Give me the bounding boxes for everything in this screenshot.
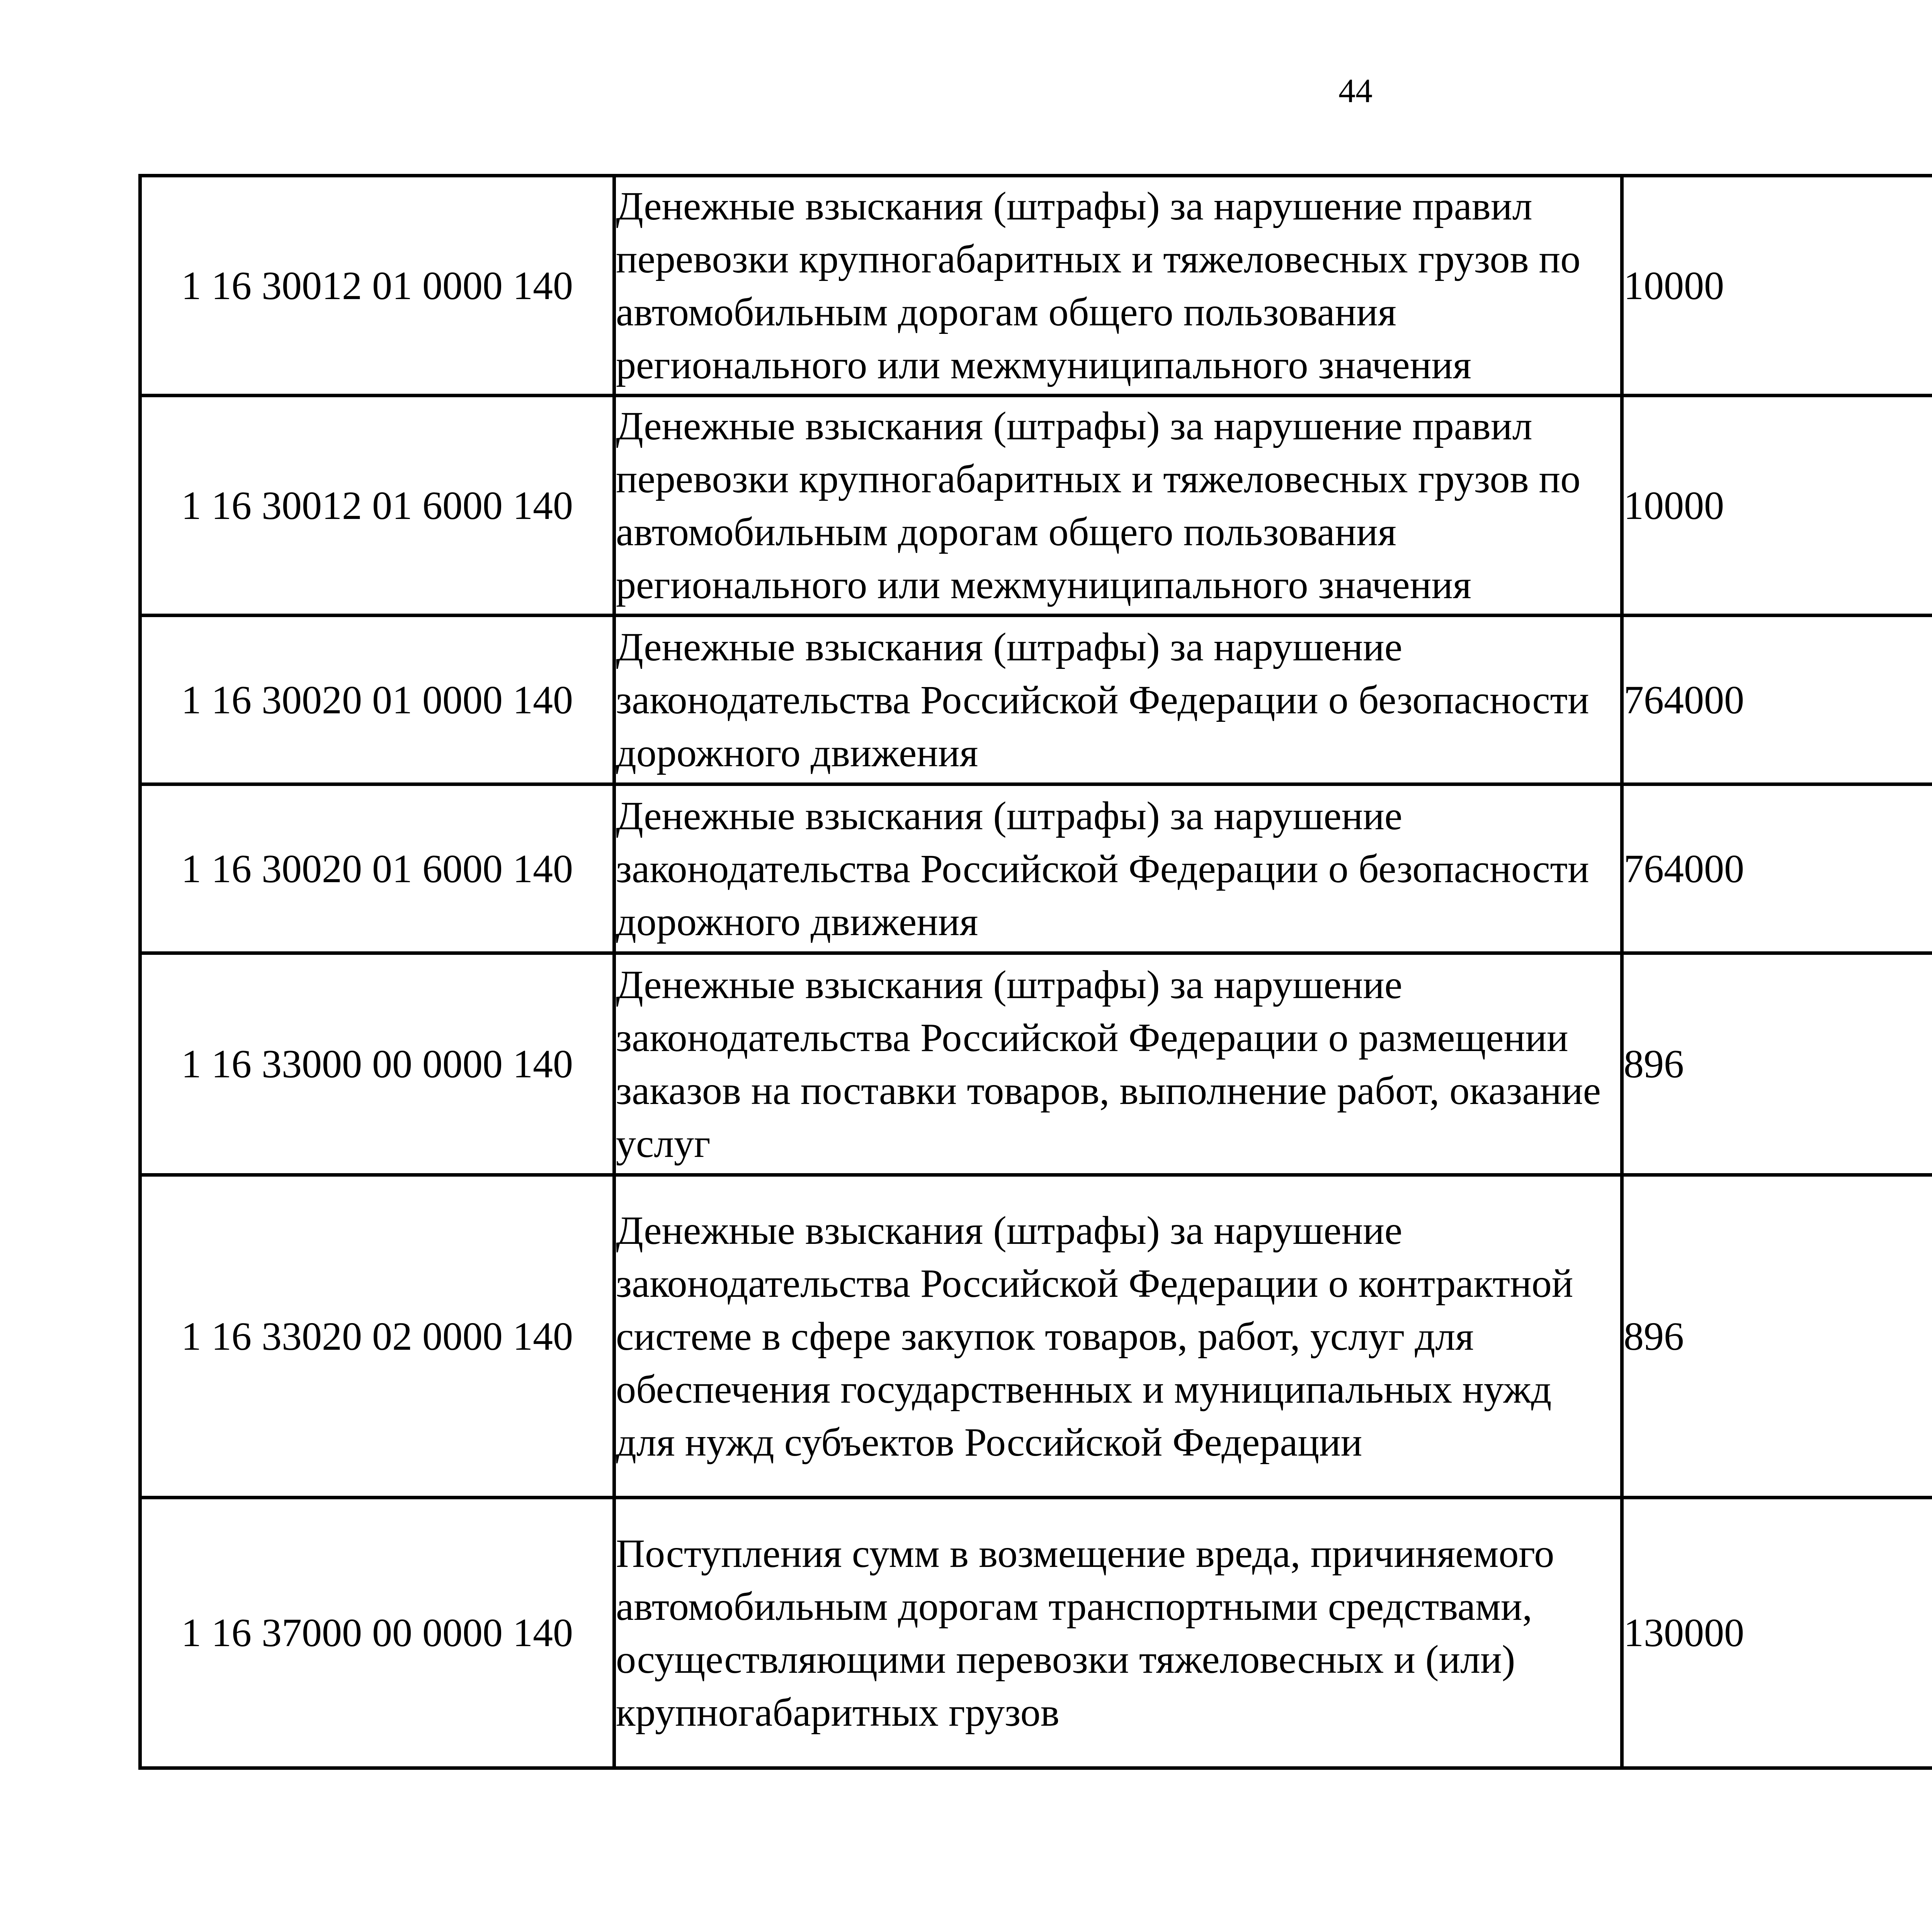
table-row: [140, 396, 1932, 616]
revenue-description: Денежные взыскания (штрафы) за нарушение правил перевозки крупногабаритных и тяжеловесных грузов по автомобильным дорогам общего пользования регионального или межмуниципального значения: [614, 396, 1622, 616]
budget-code: 1 16 37000 00 0000 140: [140, 1498, 614, 1768]
revenue-description: Денежные взыскания (штрафы) за нарушение правил перевозки крупногабаритных и тяжеловесных грузов по автомобильным дорогам общего пользования регионального или межмуниципального значения: [614, 176, 1622, 396]
amount-year-1: 764000: [1622, 784, 1932, 953]
revenue-table: [138, 174, 1932, 1770]
revenue-description: Поступления сумм в возмещение вреда, причиняемого автомобильным дорогам транспортными средствами, осуществляющими перевозки тяжеловесных и (или) крупногабаритных грузов: [614, 1498, 1622, 1768]
budget-code: 1 16 33000 00 0000 140: [140, 953, 614, 1175]
table-row: [140, 784, 1932, 953]
amount-year-1: 764000: [1622, 616, 1932, 784]
table-row: [140, 1175, 1932, 1498]
amount-year-1: 10000: [1622, 176, 1932, 396]
table-row: [140, 1498, 1932, 1768]
revenue-description: Денежные взыскания (штрафы) за нарушение законодательства Российской Федерации о контрактной системе в сфере закупок товаров, работ, услуг для обеспечения государственных и муниципальных нужд для нужд субъектов Российской Федерации: [614, 1175, 1622, 1498]
revenue-description: Денежные взыскания (штрафы) за нарушение законодательства Российской Федерации о размещении заказов на поставки товаров, выполнение работ, оказание услуг: [614, 953, 1622, 1175]
budget-code: 1 16 30020 01 6000 140: [140, 784, 614, 953]
budget-code: 1 16 30020 01 0000 140: [140, 616, 614, 784]
budget-code: 1 16 30012 01 0000 140: [140, 176, 614, 396]
page-number: 44: [1338, 72, 1372, 110]
table-row: [140, 176, 1932, 396]
revenue-description: Денежные взыскания (штрафы) за нарушение законодательства Российской Федерации о безопасности дорожного движения: [614, 616, 1622, 784]
table-row: [140, 616, 1932, 784]
table-row: [140, 953, 1932, 1175]
budget-code: 1 16 30012 01 6000 140: [140, 396, 614, 616]
amount-year-1: 896: [1622, 953, 1932, 1175]
amount-year-1: 896: [1622, 1175, 1932, 1498]
amount-year-1: 130000: [1622, 1498, 1932, 1768]
amount-year-1: 10000: [1622, 396, 1932, 616]
revenue-description: Денежные взыскания (штрафы) за нарушение законодательства Российской Федерации о безопасности дорожного движения: [614, 784, 1622, 953]
budget-code: 1 16 33020 02 0000 140: [140, 1175, 614, 1498]
